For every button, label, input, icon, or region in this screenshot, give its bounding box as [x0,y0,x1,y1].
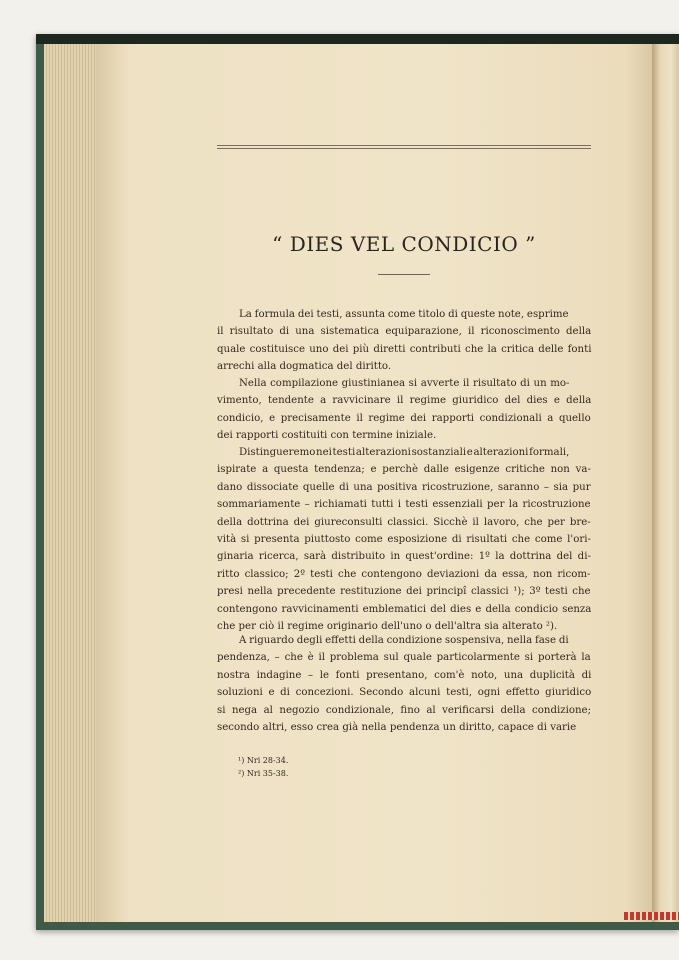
header-rule-top [217,145,591,146]
footnote-1: ¹) Nri 28-34. [238,756,289,765]
text-line: vità si presenta piuttosto come esposizione di risultati che come l'ori- [217,534,591,546]
text-line: quale costituisce uno dei più diretti contributi che la critica delle fonti [217,343,592,355]
text-line: contengono ravvicinamenti emblematici del dies e della condicio senza [217,603,592,615]
footnotes [238,754,288,780]
text-line: Nella compilazione giustinianea si avverte il risultato di un mo- [239,378,570,389]
text-line: ispirate a questa tendenza; e perchè dalle esigenze critiche non va- [217,464,591,476]
text-line: secondo altri, esso crea già nella pendenza un diritto, capace di varie [217,722,577,734]
text-line: ginaria ricerca, sarà distribuito in quest'ordine: 1º la dottrina del di- [217,551,591,563]
title-rule [378,274,430,275]
text-line: vimento, tendente a ravvicinare il regime giuridico del dies e della [217,395,592,407]
text-line: ritto classico; 2º testi che contengono deviazioni da essa, non ricom- [217,568,591,580]
text-line: pendenza, – che è il problema sul quale particolarmente si porterà la [217,652,591,664]
text-line: A riguardo degli effetti della condizione sospensiva, nella fase di [239,635,569,646]
text-line: dei rapporti costituiti con termine iniziale. [217,430,437,442]
text-line: che per ciò il regime originario dell'uno o dell'altra sia alterato ²). [217,621,558,633]
text-line: dano dissociate quelle di una positiva ricostruzione, saranno – sia pur [217,481,591,493]
text-line: si nega al negozio condizionale, fino al verificarsi della condizione; [217,704,592,716]
text-line: soluzioni e di concezioni. Secondo alcuni testi, ogni effetto giuridico [217,687,592,699]
book-spine-shadow [36,34,679,44]
text-line: nostra indagine – le fonti presentano, com'è noto, una duplicità di [217,669,592,681]
text-line: arrechi alla dogmatica del diritto. [217,361,392,373]
header-rule-bottom [217,148,591,149]
page-title: “ DIES VEL CONDICIO ” [272,232,536,256]
text-line: La formula dei testi, assunta come titolo di queste note, esprime [239,309,569,320]
text-line: presi nella precedente restituzione dei principî classici ¹); 3º testi che [217,586,591,598]
paragraph-4 [217,632,591,736]
footnote-2: ²) Nri 35-38. [238,769,289,778]
paragraph-2 [217,375,591,445]
text-line: sommariamente – richiamati tutti i testi essenziali per la ricostruzione [217,499,591,511]
text-line: il risultato di una sistematica equiparazione, il riconoscimento della [217,326,592,338]
facing-page-edge [652,44,679,922]
text-line: Distingueremo nei testi alterazioni sostanziali e alterazioni formali, [239,447,570,458]
page-edges [44,44,104,922]
paragraph-1 [217,306,591,376]
text-line: condicio, e precisamente il regime dei rapporti condizionali a quello [217,412,591,424]
bookmark-ribbon [624,912,679,920]
paragraph-3 [217,444,591,635]
text-line: della dottrina dei giureconsulti classici. Sicchè il lavoro, che per bre- [217,516,591,528]
